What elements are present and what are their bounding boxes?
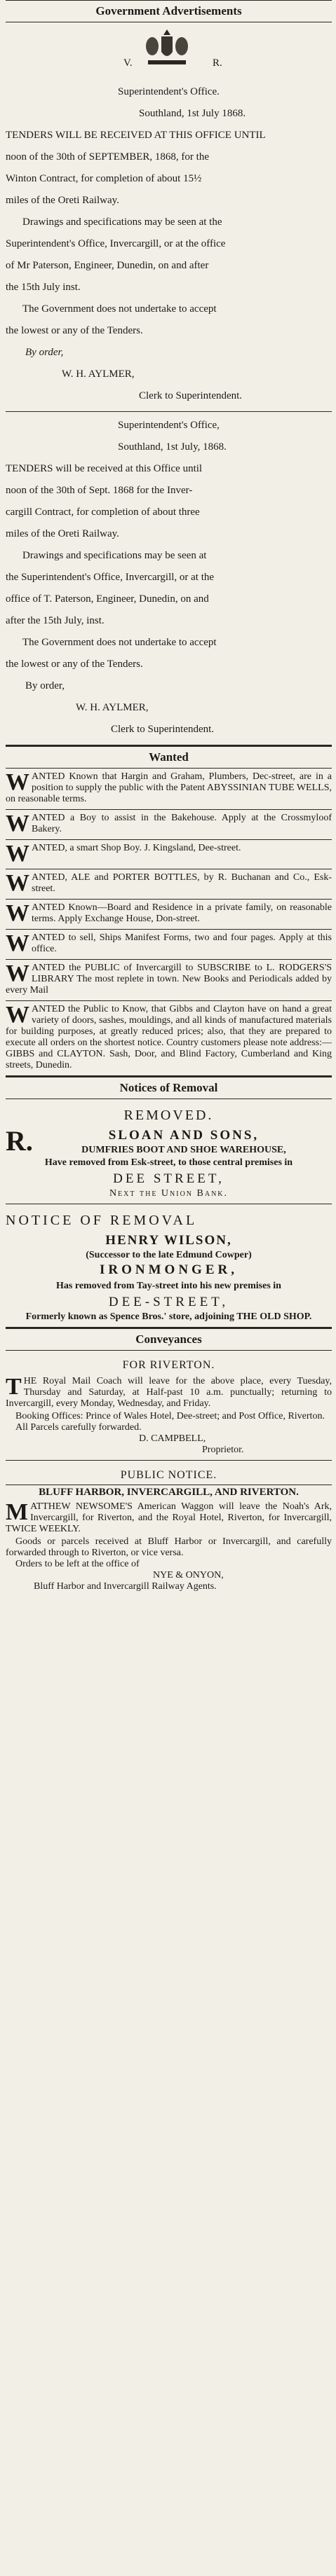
removed-heading: REMOVED.: [123, 1108, 214, 1123]
drop-cap: W: [6, 930, 29, 956]
wanted-item: [6, 869, 332, 900]
trade: IRONMONGER,: [100, 1262, 238, 1277]
wanted-item: [6, 810, 332, 840]
orders-note: Orders to be left at the office of: [15, 1559, 140, 1569]
drop-cap: R.: [6, 1127, 33, 1156]
signer-name: W. H. AYLMER,: [62, 369, 135, 380]
street-name: DEE-STREET,: [108, 1295, 229, 1309]
drop-cap: W: [6, 811, 29, 836]
conveyances-section-title: Conveyances: [135, 1332, 202, 1346]
drop-cap: T: [6, 1375, 22, 1400]
agent-name: NYE & ONYON,: [153, 1570, 224, 1580]
signer-title: Clerk to Superintendent.: [139, 390, 243, 401]
drop-cap: W: [6, 960, 29, 986]
ad-dateline: Southland, 1st July, 1868.: [118, 441, 227, 453]
signer-title: Proprietor.: [202, 1445, 244, 1455]
ad-line: TENDERS will be received at this Office until: [6, 463, 203, 474]
ad-line: the lowest or any of the Tenders.: [6, 325, 143, 336]
ad-line: the Superintendent's Office, Invercargill, or at the: [6, 572, 215, 583]
parcels-note: All Parcels carefully forwarded.: [15, 1422, 142, 1433]
coach-heading: FOR RIVERTON.: [122, 1359, 215, 1371]
wanted-item: [6, 769, 332, 810]
ad-line: the lowest or any of the Tenders.: [6, 659, 143, 670]
ad-office: Superintendent's Office,: [118, 420, 220, 431]
tender-advert-winton: [6, 78, 332, 411]
coach-text: HE Royal Mail Coach will leave for the above place, every Tuesday, Thursday and Saturday, at Half-past 10 a.m. punctually; returning to Invercargill, every Monday, Wednesday, and Friday.: [6, 1376, 332, 1409]
drop-cap: W: [6, 870, 29, 896]
ad-line: of Mr Paterson, Engineer, Dunedin, on and after: [6, 260, 209, 271]
wanted-text: ANTED the PUBLIC of Invercargill to SUBSCRIBE to L. RODGERS'S LIBRARY The most replete in town. New Books and Periodicals added by every Mail: [6, 963, 332, 996]
wanted-item: [6, 960, 332, 1001]
ad-line: office of T. Paterson, Engineer, Dunedin, on and: [6, 593, 209, 605]
booking-offices: Booking Offices: Prince of Wales Hotel, Dee-street; and Post Office, Riverton.: [15, 1411, 325, 1421]
business-name: SLOAN AND SONS,: [108, 1128, 260, 1143]
coach-body: [6, 1375, 332, 1411]
ad-line: Drawings and specifications may be seen at the: [22, 216, 222, 228]
wanted-section-title: Wanted: [149, 750, 189, 764]
agent-title: Bluff Harbor and Invercargill Railway Agents.: [34, 1581, 217, 1592]
ad-line: Winton Contract, for completion of about 15½: [6, 173, 202, 184]
wanted-text: ANTED a Boy to assist in the Bakehouse. Apply at the Crossmyloof Bakery.: [32, 813, 332, 834]
wanted-item: [6, 840, 332, 869]
ad-line: Drawings and specifications may be seen at: [22, 550, 207, 561]
ad-line: miles of the Oreti Railway.: [6, 195, 119, 206]
formerly-note: Formerly known as Spence Bros.' store, adjoining THE OLD SHOP.: [25, 1311, 312, 1322]
drop-cap: W: [6, 769, 29, 795]
wanted-item: [6, 1001, 332, 1077]
business-type: DUMFRIES BOOT AND SHOE WAREHOUSE,: [81, 1145, 286, 1155]
ad-line: the 15th July inst.: [6, 282, 81, 293]
removal-advert-sloan: [6, 1099, 332, 1204]
waggon-text: ATTHEW NEWSOME'S American Waggon will leave the Noah's Ark, Invercargill, for Riverton, and the Royal Hotel, Riverton, for Invercargill, TWICE WEEKLY.: [6, 1501, 332, 1534]
by-order: By order,: [25, 680, 65, 691]
landmark: Next the Union Bank.: [109, 1188, 229, 1199]
ad-line: The Government does not undertake to accept: [22, 637, 217, 648]
drop-cap: W: [6, 841, 29, 867]
route-title: BLUFF HARBOR, INVERCARGILL, AND RIVERTON.: [39, 1487, 299, 1498]
ad-line: after the 15th July, inst.: [6, 615, 105, 626]
royal-coat-of-arms-icon: [142, 28, 191, 70]
signer-title: Clerk to Superintendent.: [111, 724, 215, 735]
wanted-text: ANTED the Public to Know, that Gibbs and Clayton have on hand a great variety of doors, sashes, mouldings, and all kinds of manufactured materials for building purposes, at greatly reduced prices; also, that they are prepared to execute all orders on the shortest notice. Country customers please note address:—GIBBS and CLAYTON. Sash, Door, and Blind Factory, Cumberland and King streets, Dunedin.: [6, 1004, 332, 1070]
riverton-coach-advert: [6, 1351, 332, 1460]
wanted-text: ANTED Known that Hargin and Graham, Plumbers, Dec-street, are in a position to supply the public with the Patent ABYSSINIAN TUBE WELLS, on reasonable terms.: [6, 771, 332, 804]
wanted-text: ANTED, ALE and PORTER BOTTLES, by R. Buchanan and Co., Esk-street.: [32, 872, 332, 894]
wanted-text: ANTED to sell, Ships Manifest Forms, two and four pages. Apply at this office.: [32, 932, 332, 954]
removal-advert-wilson: [6, 1204, 332, 1327]
wanted-text: ANTED, a smart Shop Boy. J. Kingsland, Dee-street.: [32, 843, 241, 853]
drop-cap: M: [6, 1500, 29, 1525]
wanted-item: [6, 930, 332, 960]
goods-note: Goods or parcels received at Bluff Harbor or Invercargill, and carefully forwarded through to Riverton, or vice versa.: [6, 1536, 332, 1558]
ad-line: TENDERS WILL BE RECEIVED AT THIS OFFICE UNTIL: [6, 130, 266, 141]
tender-advert-invercargill: [6, 412, 332, 745]
crest-right-letter: R.: [213, 57, 222, 69]
wanted-text: ANTED Known—Board and Residence in a private family, on reasonable terms. Apply Exchange House, Don-street.: [32, 902, 332, 924]
successor-note: (Successor to the late Edmund Cowper): [86, 1250, 252, 1260]
ad-dateline: Southland, 1st July 1868.: [139, 108, 246, 119]
ad-office: Superintendent's Office.: [118, 86, 220, 97]
ad-line: Superintendent's Office, Invercargill, or at the office: [6, 238, 226, 249]
drop-cap: W: [6, 900, 29, 926]
notice-heading: NOTICE OF REMOVAL: [6, 1213, 198, 1228]
drop-cap: W: [6, 1002, 29, 1028]
business-name: HENRY WILSON,: [105, 1233, 232, 1248]
ad-line: The Government does not undertake to accept: [22, 303, 217, 315]
ad-line: noon of the 30th of SEPTEMBER, 1868, for the: [6, 151, 209, 163]
street-name: DEE STREET,: [113, 1171, 224, 1186]
crest-left-letter: V.: [123, 57, 133, 69]
signer-name: D. CAMPBELL,: [139, 1433, 206, 1444]
public-notice-heading: PUBLIC NOTICE.: [120, 1469, 217, 1481]
ad-line: miles of the Oreti Railway.: [6, 528, 119, 539]
ad-line: noon of the 30th of Sept. 1868 for the Inver-: [6, 485, 193, 496]
waggon-body: [6, 1500, 332, 1536]
sloan-header: [6, 1127, 332, 1156]
wanted-item: [6, 900, 332, 930]
bluff-waggon-advert: [6, 1461, 332, 1597]
signer-name: W. H. AYLMER,: [76, 702, 149, 713]
ad-line: cargill Contract, for completion of about three: [6, 507, 200, 518]
removal-section-title: Notices of Removal: [119, 1081, 218, 1094]
removal-body: Has removed from Tay-street into his new premises in: [56, 1281, 281, 1291]
by-order: By order,: [25, 347, 64, 358]
royal-crest-block: [6, 22, 332, 78]
government-section-title: Government Advertisements: [95, 4, 242, 18]
removal-body: Have removed from Esk-street, to those central premises in: [44, 1157, 293, 1168]
